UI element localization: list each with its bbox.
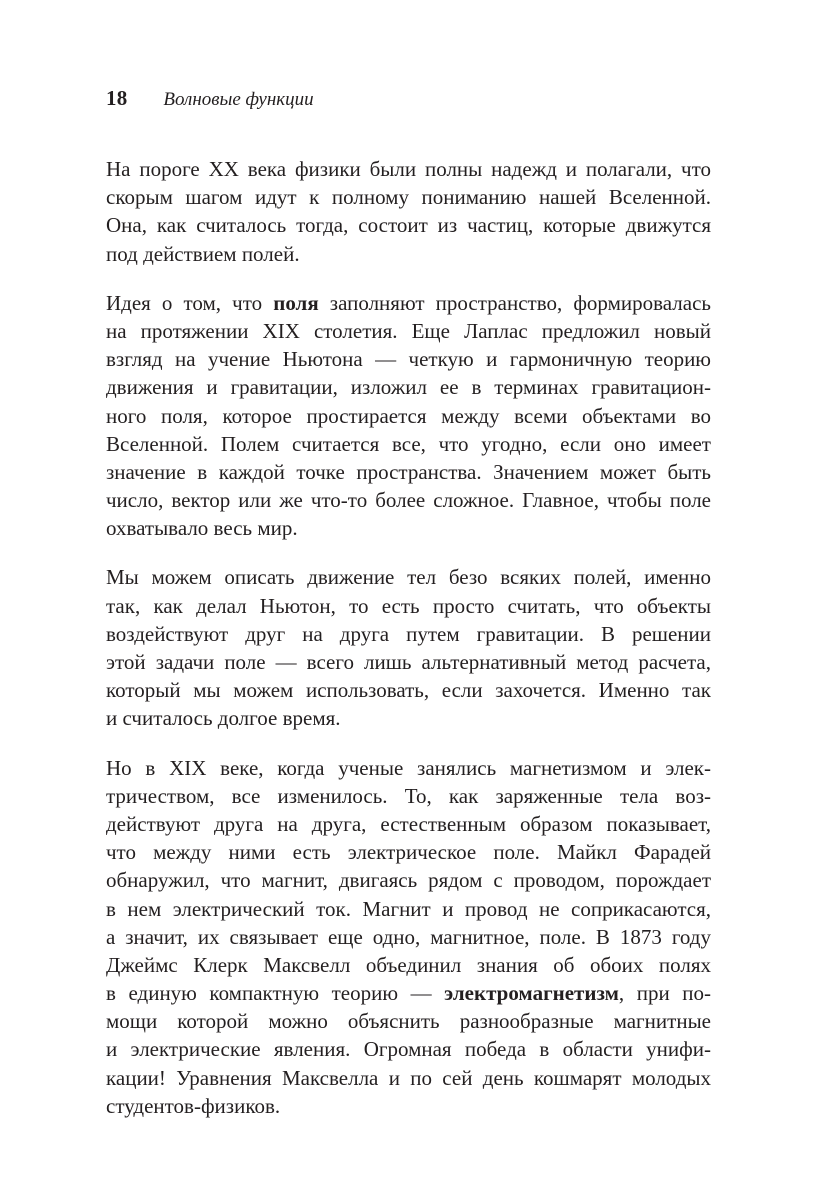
- text-segment: взгляд на учение Ньютона — четкую и гармоничную теорию: [106, 347, 711, 372]
- text-line: [106, 676, 711, 704]
- text-segment: что между ними есть электрическое поле. Майкл Фарадей: [106, 840, 711, 865]
- text-line: [106, 289, 711, 317]
- text-line: [106, 402, 711, 430]
- paragraph: [106, 289, 711, 543]
- text-line: [106, 486, 711, 514]
- text-line: [106, 1064, 711, 1092]
- text-line: [106, 563, 711, 591]
- text-line: [106, 1035, 711, 1063]
- body-text: [106, 155, 711, 1120]
- text-line: [106, 951, 711, 979]
- text-line: [106, 810, 711, 838]
- key-term: электромагнетизм: [444, 981, 619, 1006]
- text-segment: Но в XIX веке, когда ученые занялись магнетизмом и элек-: [106, 755, 711, 780]
- text-line: [106, 317, 711, 345]
- text-segment: который мы можем использовать, если захочется. Именно так: [106, 678, 711, 703]
- text-segment: и считалось долгое время.: [106, 706, 341, 731]
- text-segment: Идея о том, что: [106, 290, 274, 315]
- text-segment: Джеймс Клерк Максвелл объединил знания об обоих полях: [106, 952, 711, 977]
- text-line: [106, 1007, 711, 1035]
- text-segment: воздействуют друг на друга путем гравитации. В решении: [106, 621, 711, 646]
- text-segment: на протяжении XIX столетия. Еще Лаплас предложил новый: [106, 318, 711, 343]
- text-segment: и электрические явления. Огромная победа в области унифи-: [106, 1037, 711, 1062]
- text-line: [106, 458, 711, 486]
- text-line: [106, 211, 711, 239]
- text-segment: тричеством, все изменилось. То, как заряженные тела воз-: [106, 783, 711, 808]
- text-line: [106, 923, 711, 951]
- text-line: [106, 620, 711, 648]
- text-segment: Мы можем описать движение тел безо всяких полей, именно: [106, 565, 711, 590]
- text-line: [106, 183, 711, 211]
- text-segment: движения и гравитации, изложил ее в терминах гравитацион-: [106, 375, 711, 400]
- paragraph: [106, 754, 711, 1120]
- text-line: [106, 782, 711, 810]
- text-line: [106, 430, 711, 458]
- text-segment: заполняют пространство, формировалась: [318, 290, 711, 315]
- key-term: поля: [273, 290, 319, 315]
- text-segment: так, как делал Ньютон, то есть просто считать, что объекты: [106, 593, 711, 618]
- text-segment: На пороге XX века физики были полны надежд и полагали, что: [106, 157, 711, 181]
- text-line: [106, 895, 711, 923]
- text-line: [106, 838, 711, 866]
- text-segment: Вселенной. Полем считается все, что угодно, если оно имеет: [106, 431, 711, 456]
- running-header: [106, 86, 711, 116]
- text-segment: а значит, их связывает еще одно, магнитное, поле. В 1873 году: [106, 924, 711, 949]
- text-line: [106, 704, 711, 732]
- text-line: [106, 514, 711, 542]
- paragraph: [106, 563, 711, 732]
- text-segment: под действием полей.: [106, 241, 300, 266]
- text-line: [106, 979, 711, 1007]
- text-line: [106, 1092, 711, 1120]
- text-segment: , при по-: [618, 981, 711, 1006]
- text-line: [106, 592, 711, 620]
- text-line: [106, 648, 711, 676]
- text-segment: в нем электрический ток. Магнит и провод не соприкасаются,: [106, 896, 711, 921]
- text-line: [106, 155, 711, 183]
- text-line: [106, 240, 711, 268]
- text-segment: мощи которой можно объяснить разнообразные магнитные: [106, 1009, 711, 1034]
- text-segment: студентов-физиков.: [106, 1093, 281, 1118]
- text-segment: кации! Уравнения Максвелла и по сей день кошмарят молодых: [106, 1065, 711, 1090]
- text-segment: скорым шагом идут к полному пониманию нашей Вселенной.: [106, 185, 711, 210]
- text-segment: охватывало весь мир.: [106, 516, 298, 541]
- text-segment: этой задачи поле — всего лишь альтернативный метод расчета,: [106, 650, 711, 674]
- paragraph: [106, 155, 711, 268]
- text-segment: обнаружил, что магнит, двигаясь рядом с проводом, порождает: [106, 868, 711, 893]
- text-segment: действуют друга на друга, естественным образом показывает,: [106, 811, 711, 836]
- chapter-title: Волновые функции: [163, 89, 314, 110]
- text-segment: Она, как считалось тогда, состоит из частиц, которые движутся: [106, 213, 711, 238]
- text-line: [106, 866, 711, 894]
- text-segment: в единую компактную теорию —: [106, 981, 445, 1006]
- page-number: 18: [106, 86, 128, 110]
- text-line: [106, 345, 711, 373]
- text-segment: значение в каждой точке пространства. Значением может быть: [106, 459, 711, 484]
- text-segment: число, вектор или же что-то более сложное. Главное, чтобы поле: [106, 488, 711, 513]
- text-segment: ного поля, которое простирается между всеми объектами во: [106, 403, 711, 428]
- text-line: [106, 373, 711, 401]
- text-line: [106, 754, 711, 782]
